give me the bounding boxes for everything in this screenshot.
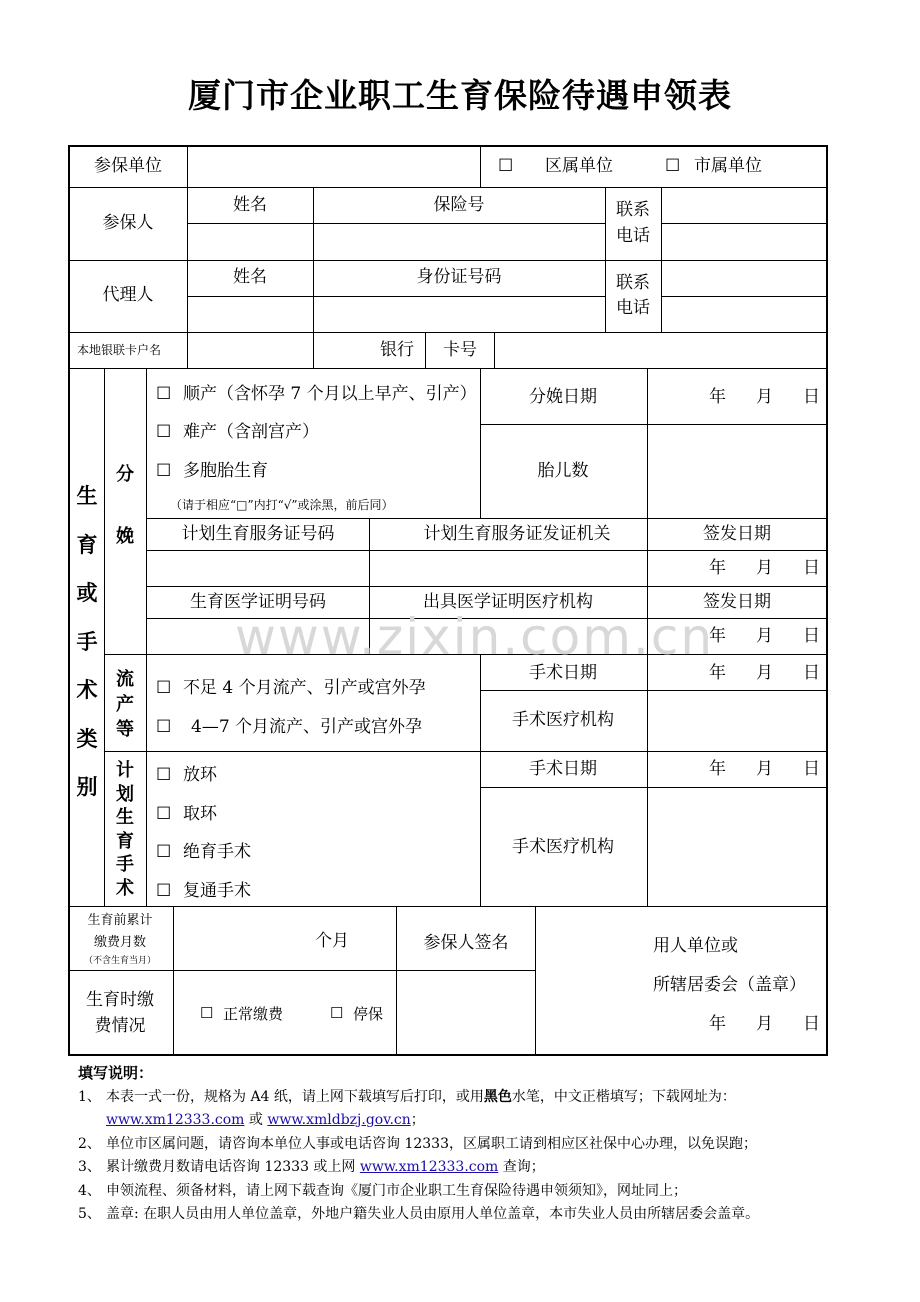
fp-date-label: 手术日期	[529, 759, 597, 779]
iud-remove-option: 取环	[183, 804, 217, 824]
stamp-date-year: 年	[709, 1014, 726, 1034]
link-xm12333[interactable]: www.xm12333.com	[106, 1112, 245, 1128]
note-3: 3、 累计缴费月数请电话咨询 12333 或上网 www.xm12333.com 查询；	[78, 1159, 545, 1175]
instructions	[78, 1062, 759, 1227]
page-title: 厦门市企业职工生育保险待遇申领表	[188, 76, 732, 115]
note-4: 4、 申领流程、须备材料，请上网下载查询《厦门市企业职工生育保险待遇申领须知》，网址同上；	[78, 1182, 687, 1199]
delivery-date-day: 日	[803, 387, 820, 407]
fp-date-year: 年	[709, 759, 726, 779]
unit-label: 参保单位	[94, 156, 162, 176]
abortion-date-year: 年	[709, 663, 726, 683]
checkbox-city[interactable]: ☐	[665, 156, 681, 176]
med-issue-date-header: 签发日期	[703, 592, 771, 612]
fp-date-month: 月	[756, 759, 773, 779]
plan-issue-year: 年	[709, 558, 726, 578]
checkbox-normal-payment[interactable]: ☐	[200, 1004, 214, 1022]
family-planning-label: 计 划 生 育 手 术	[116, 760, 134, 899]
checkbox-iud-insert[interactable]: ☐	[156, 765, 172, 785]
months-unit: 个月	[315, 931, 349, 951]
checkbox-reversal[interactable]: ☐	[156, 881, 172, 901]
abortion-4-7-option: 4—7 个月流产、引产或宫外孕	[191, 717, 423, 737]
med-cert-no-header: 生育医学证明号码	[190, 592, 326, 612]
stamp-date-month: 月	[756, 1014, 773, 1034]
plan-issue-day: 日	[803, 558, 820, 578]
insured-phone-label-2: 电话	[616, 226, 650, 246]
med-cert-org-header: 出具医学证明医疗机构	[423, 592, 593, 612]
checkbox-difficult-delivery[interactable]: ☐	[156, 422, 172, 442]
sterilization-option: 绝育手术	[183, 842, 251, 862]
insured-name-header: 姓名	[233, 195, 267, 215]
watermark: www.zixin.com.cn	[235, 608, 715, 666]
agent-label: 代理人	[102, 285, 154, 305]
checkbox-multiple-birth[interactable]: ☐	[156, 461, 172, 481]
delivery-date-label: 分娩日期	[529, 387, 597, 407]
fp-org-label: 手术医疗机构	[512, 837, 614, 857]
abortion-date-month: 月	[756, 663, 773, 683]
insured-phone-label-1: 联系	[616, 200, 650, 220]
months-label-2: 缴费月数	[93, 935, 147, 950]
normal-delivery-option: 顺产（含怀孕 7 个月以上早产、引产）	[183, 384, 477, 404]
agent-id-header: 身份证号码	[416, 267, 502, 287]
abortion-org-label: 手术医疗机构	[512, 710, 614, 730]
delivery-date-year: 年	[709, 387, 726, 407]
payment-label-2: 费情况	[94, 1016, 146, 1036]
multiple-birth-option: 多胞胎生育	[183, 461, 268, 481]
fill-hint: （请于相应“□”内打“√”或涂黑，前后同）	[170, 498, 394, 512]
note-1: 1、 本表一式一份，规格为 A4 纸，请上网下载填写后打印，或用黑色水笔，中文正楷填写；下载网址为：	[78, 1088, 736, 1105]
instructions-heading: 填写说明：	[78, 1064, 154, 1082]
note-2: 2、 单位市区属问题，请咨询本单位人事或电话咨询 12333，区属职工请到相应区社保中心办理，以免误跑；	[78, 1135, 757, 1152]
stopped-option: 停保	[353, 1005, 384, 1023]
link-xm12333-query[interactable]: www.xm12333.com	[359, 1159, 499, 1175]
med-issue-year: 年	[709, 626, 726, 646]
card-number-label: 卡号	[443, 340, 477, 360]
delivery-date-month: 月	[756, 387, 773, 407]
plan-issue-date-header: 签发日期	[703, 524, 771, 544]
checkbox-district[interactable]: ☐	[498, 156, 514, 176]
abortion-under-4-option: 不足 4 个月流产、引产或宫外孕	[183, 678, 426, 698]
stamp-label-1: 用人单位或	[653, 936, 738, 956]
abortion-date-day: 日	[803, 663, 820, 683]
difficult-delivery-option: 难产（含剖宫产）	[183, 422, 319, 442]
abortion-label: 流 产 等	[116, 669, 134, 740]
months-label-1: 生育前累计	[87, 913, 153, 928]
checkbox-iud-remove[interactable]: ☐	[156, 804, 172, 824]
checkbox-abortion-under-4[interactable]: ☐	[156, 678, 172, 698]
fetus-count-label: 胎儿数	[537, 461, 589, 481]
plan-cert-org-header: 计划生育服务证发证机关	[423, 524, 611, 544]
agent-phone-label-2: 电话	[616, 298, 650, 318]
stamp-label-2: 所辖居委会（盖章）	[653, 975, 806, 995]
category-title: 生 育 或 手 术 类 别	[76, 483, 98, 799]
bank-account-name-label: 本地银联卡户名	[77, 343, 162, 357]
reversal-option: 复通手术	[183, 881, 251, 901]
fp-date-day: 日	[803, 759, 820, 779]
note-5: 5、 盖章: 在职人员由用人单位盖章，外地户籍失业人员由原用人单位盖章，本市失业人员由所辖居委会盖章。	[78, 1206, 760, 1222]
insured-id-header: 保险号	[433, 195, 485, 215]
plan-cert-no-header: 计划生育服务证号码	[181, 524, 335, 544]
bank-label: 银行	[380, 340, 414, 360]
normal-payment-option: 正常缴费	[223, 1005, 284, 1023]
signature-label: 参保人签名	[423, 933, 509, 953]
insured-label: 参保人	[102, 213, 154, 233]
checkbox-sterilization[interactable]: ☐	[156, 842, 172, 862]
link-xmldbzj[interactable]: www.xmldbzj.gov.cn	[267, 1112, 411, 1128]
checkbox-stopped[interactable]: ☐	[330, 1004, 344, 1022]
agent-name-header: 姓名	[233, 267, 267, 287]
iud-insert-option: 放环	[183, 765, 217, 785]
stamp-date-day: 日	[803, 1014, 820, 1034]
med-issue-month: 月	[756, 626, 773, 646]
abortion-date-label: 手术日期	[529, 663, 597, 683]
note-1-links: www.xm12333.com 或 www.xmldbzj.gov.cn；	[106, 1112, 425, 1128]
agent-phone-label-1: 联系	[616, 273, 650, 293]
med-issue-day: 日	[803, 626, 820, 646]
city-unit-option: 市属单位	[694, 156, 762, 176]
checkbox-normal-delivery[interactable]: ☐	[156, 384, 172, 404]
months-label-3: （不含生育当月）	[83, 956, 157, 966]
district-unit-option: 区属单位	[545, 156, 613, 176]
payment-label-1: 生育时缴	[86, 990, 154, 1010]
checkbox-abortion-4-7[interactable]: ☐	[156, 717, 172, 737]
delivery-label: 分 娩	[116, 464, 134, 547]
plan-issue-month: 月	[756, 558, 773, 578]
